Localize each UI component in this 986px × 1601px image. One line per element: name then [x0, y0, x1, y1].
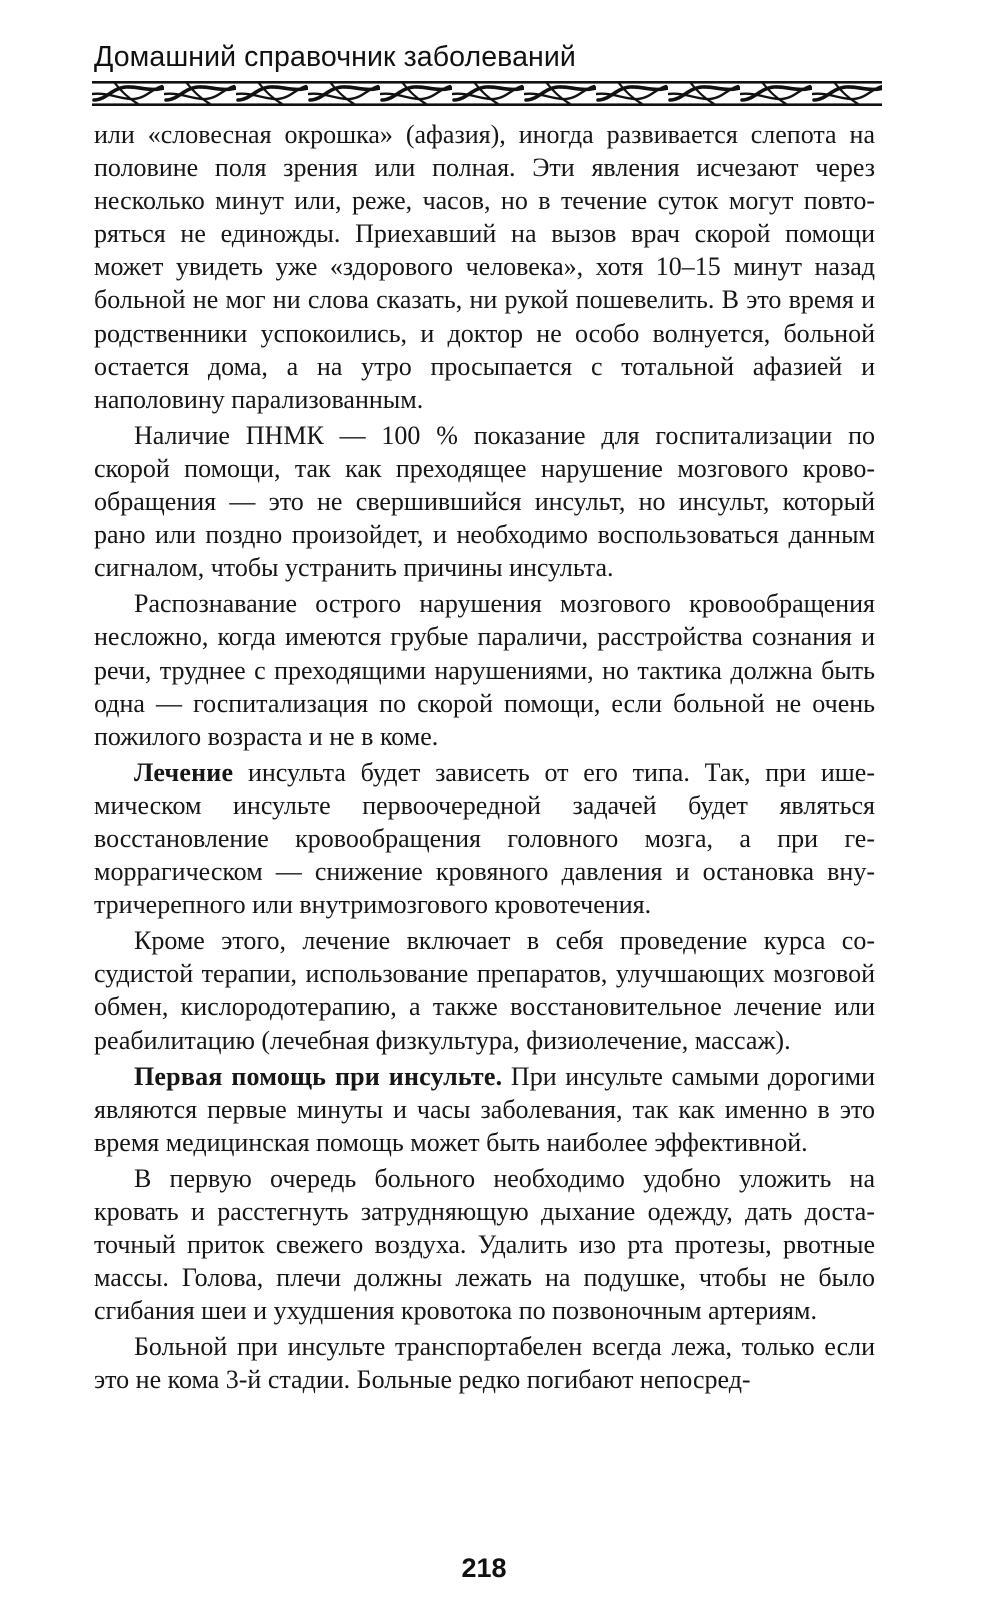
- run-in-heading: Лечение: [134, 757, 234, 787]
- running-head: Домашний справочник заболеваний: [94, 41, 576, 73]
- paragraph-text: Кроме этого, лечение включает в себя проведение курса сосудистой терапии, использование препаратов, улучшающих мозговой обмен, кислородотерапию, а также восстановительное лечение или реабилитацию (лечебная физкультура, физиолечение, массаж).: [94, 926, 875, 1055]
- paragraph-text: В первую очередь больного необходимо удобно уложить на кровать и расстегнуть затрудняющую дыхание одежду, дать достаточный приток свежего воздуха. Удалить изо рта протезы, рвотные массы. Голова, плечи должны лежать на подушке, чтобы не было сгибания шеи и ухудшения кровотока по позвоночным артериям.: [94, 1163, 875, 1326]
- run-in-heading: Первая помощь при инсульте.: [134, 1061, 503, 1091]
- paragraph-text: При инсульте самыми дорогими являются первые минуты и часы заболевания, так как именно в это время медицинская помощь может быть наиболее эффективной.: [94, 1061, 875, 1157]
- paragraph-text: Больной при инсульте транспортабелен всегда лежа, только если это не кома 3-й стадии. Больные редко погибают непосред-: [94, 1332, 875, 1395]
- paragraph-text: инсульта будет зависеть от его типа. Так, при ишемическом инсульте первоочередной задачей будет являться восстановление кровообращения головного мозга, а при геморрагическом — снижение кровяного давления и остановка внутричерепного или внутримозгового кровотечения.: [94, 757, 875, 920]
- paragraph: [94, 1330, 875, 1396]
- paragraph: [94, 1162, 875, 1327]
- paragraph: [94, 419, 875, 584]
- paragraph: [94, 924, 875, 1056]
- page-number: 218: [461, 1553, 507, 1583]
- body-text: [94, 118, 875, 1397]
- paragraph-text: Наличие ПНМК — 100 % показание для госпитализации по скорой помощи, так как преходящее нарушение мозгового кровообращения — это не свершившийся инсульт, но инсульт, который рано или поздно произойдет, и необходимо воспользоваться данным сигналом, чтобы устранить причины инсульта.: [94, 420, 875, 583]
- paragraph-text: Распознавание острого нарушения мозгового кровообращения несложно, когда имеются грубые параличи, расстройства сознания и речи, труднее с преходящими нарушениями, но тактика должна быть одна — госпитализация по скорой помощи, если больной не очень пожилого возраста и не в коме.: [94, 589, 875, 751]
- paragraph-text: или «словесная окрошка» (афазия), иногда развивается слепота на половине поля зрения или полная. Эти явления исчезают через несколько минут или, реже, часов, но в течение суток могут повторяться не единожды. Приехавший на вызов врач скорой помощи может увидеть уже «здорового человека», хотя 10–15 минут назад больной не мог ни слова сказать, ни рукой пошевелить. В это время и родственники успокоились, и доктор не особо волнуется, больной остается дома, а на утро просыпается с тотальной афазией и наполовину парализованным.: [94, 120, 875, 414]
- paragraph: [94, 587, 875, 752]
- braided-rope-divider-icon: [92, 80, 882, 107]
- paragraph: [94, 118, 875, 416]
- paragraph: [94, 756, 875, 921]
- paragraph: [94, 1060, 875, 1159]
